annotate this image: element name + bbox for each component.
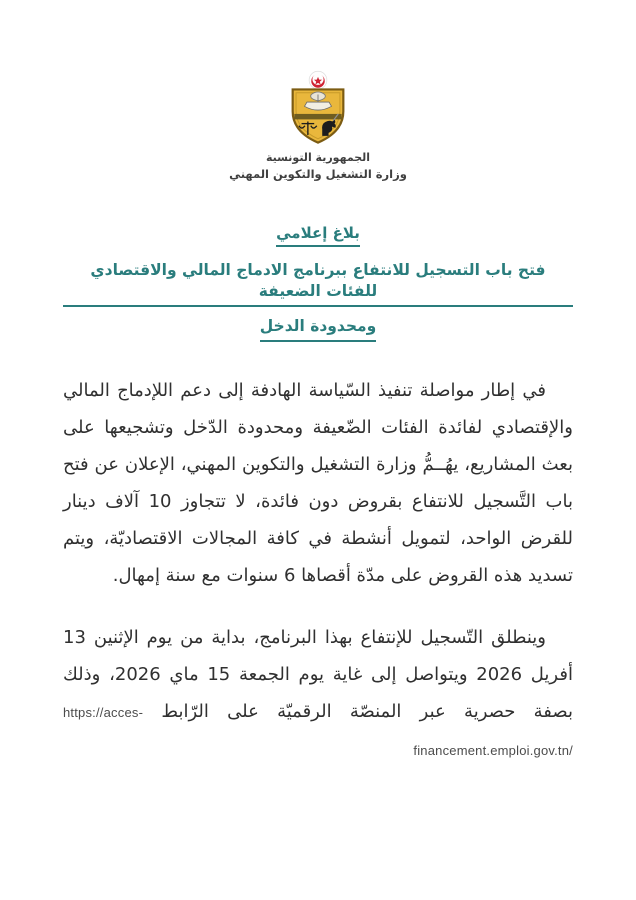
ministry-name: وزارة التشغيل والتكوين المهني bbox=[229, 167, 407, 181]
republic-name: الجمهورية التونسية bbox=[265, 151, 371, 164]
announcement-subtitle bbox=[63, 260, 573, 342]
paragraph-1: في إطار مواصلة تنفيذ السّياسة الهادفة إلى دعم اللإدماج المالي والإقتصادي لفائدة الفئات الضّعيفة ومحدودة الدّخل وتشجيعها على بعث المشاريع، يهُــمُّ وزارة التشغيل والتكوين المهني، الإعلان عن فتح باب التَّسجيل للانتفاع بقروض دون فائدة، لا تتجاوز 10 آلاف دينار للقرض الواحد، لتمويل أنشطة في كافة المجالات الاقتصاديّة، ويتم تسديد هذه القروض على مدّة أقصاها 6 سنوات مع سنة إمهال. bbox=[63, 379, 573, 586]
registration-platform-link[interactable]: https://acces-financement.emploi.gov.tn/ bbox=[63, 704, 573, 758]
tunisia-coat-of-arms-icon bbox=[280, 70, 356, 146]
title-row bbox=[63, 223, 573, 247]
paragraph-2-text: وينطلق التّسجيل للإنتفاع بهذا البرنامج، بداية من يوم الإثنين 13 أفريل 2026 ويتواصل إلى غاية يوم الجمعة 15 ماي 2026، وذلك بصفة حصرية عبر المنصّة الرقميّة على الرّابط bbox=[63, 626, 573, 722]
document-header bbox=[63, 70, 573, 181]
announcement-title: بلاغ إعلامي bbox=[276, 224, 360, 247]
subtitle-line-1: فتح باب التسجيل للانتفاع ببرنامج الادماج المالي والاقتصادي للفئات الضعيفة bbox=[63, 260, 573, 307]
subtitle-line-2: ومحدودة الدخل bbox=[260, 316, 377, 342]
document-body bbox=[63, 372, 573, 769]
paragraph-2 bbox=[63, 619, 573, 769]
